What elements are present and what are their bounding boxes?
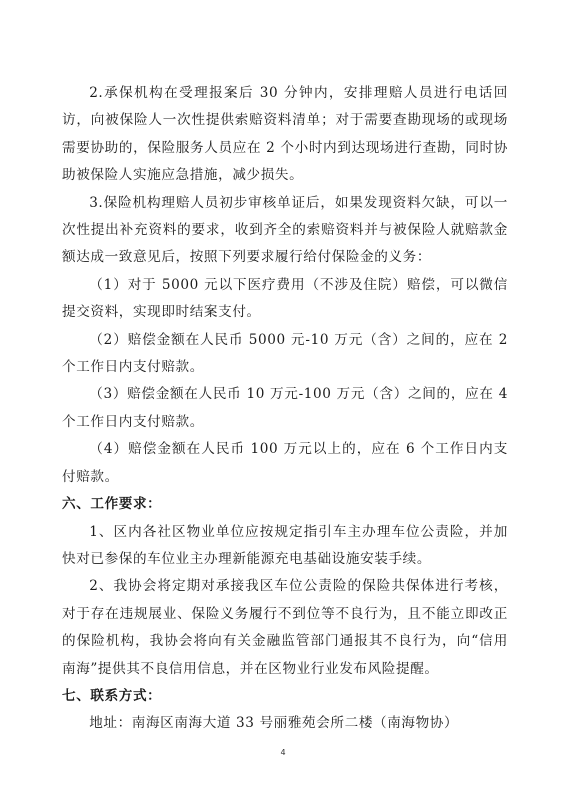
paragraph-payment-rule-1: （1）对于 5000 元以下医疗费用（不涉及住院）赔偿，可以微信提交资料，实现即时结案支付。: [62, 276, 508, 321]
paragraph-claim-callback: 2.承保机构在受理报案后 30 分钟内，安排理赔人员进行电话回访，向被保险人一次性提供索赔资料清单；对于需要查勘现场的或现场需要协助的，保险服务人员应在 2 个小时内到达现场进行查勘，同时协助被保险人实施应急措施，减少损失。: [62, 85, 508, 184]
page-number: 4: [280, 748, 286, 757]
paragraph-claim-review: 3.保险机构理赔人员初步审核单证后，如果发现资料欠缺，可以一次性提出补充资料的要求，收到齐全的索赔资料并与被保险人就赔款金额达成一致意见后，按照下列要求履行给付保险金的义务：: [62, 194, 508, 266]
section-heading-work-requirements: 六、工作要求：: [62, 496, 162, 513]
paragraph-requirement-1: 1、区内各社区物业单位应按规定指引车主办理车位公责险，并加快对已参保的车位业主办理新能源充电基础设施安装手续。: [62, 523, 508, 567]
paragraph-payment-rule-2: （2）赔偿金额在人民币 5000 元-10 万元（含）之间的，应在 2 个工作日内支付赔款。: [62, 331, 508, 376]
document-body: [62, 80, 508, 738]
section-heading-contact: 七、联系方式：: [62, 687, 162, 704]
contact-address: 地址：南海区南海大道 33 号丽雅苑会所二楼（南海物协）: [89, 715, 459, 732]
paragraph-payment-rule-3: （3）赔偿金额在人民币 10 万元-100 万元（含）之间的，应在 4 个工作日内支付赔款。: [62, 386, 508, 430]
paragraph-payment-rule-4: （4）赔偿金额在人民币 100 万元以上的，应在 6 个工作日内支付赔款。: [62, 441, 508, 485]
paragraph-requirement-2: 2、我协会将定期对承接我区车位公责险的保险共保体进行考核，对于存在违规展业、保险义务履行不到位等不良行为，且不能立即改正的保险机构，我协会将向有关金融监管部门通报其不良行为，向“信用南海”提供其不良信用信息，并在区物业行业发布风险提醒。: [62, 578, 508, 677]
